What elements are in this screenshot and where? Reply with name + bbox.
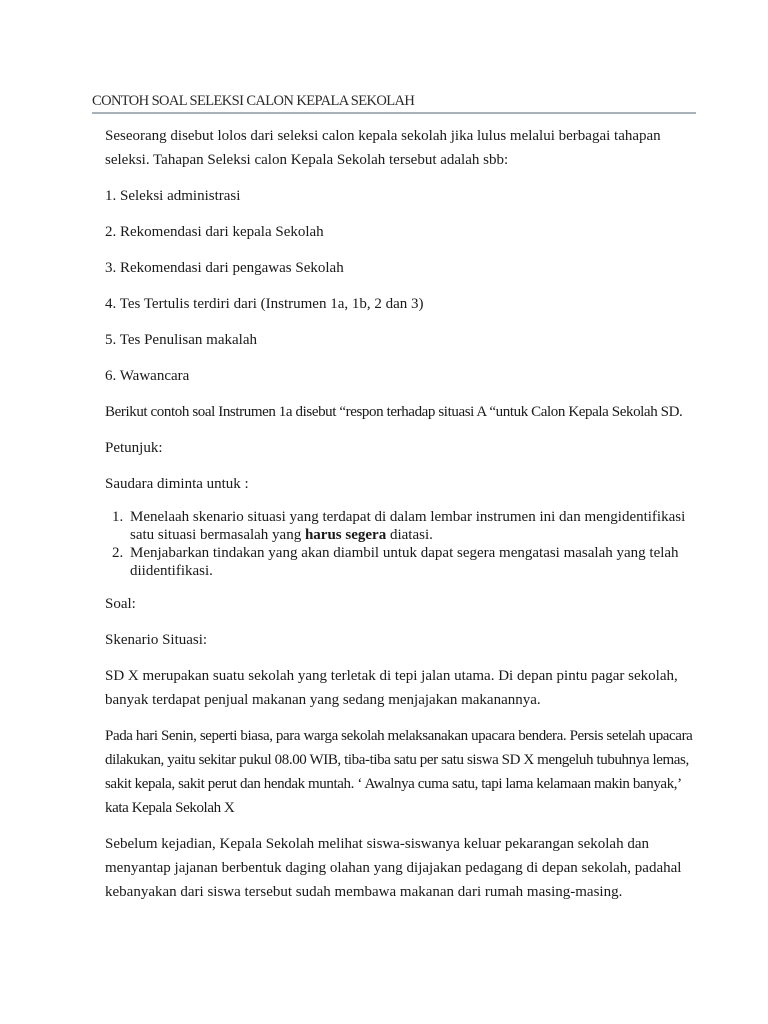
scenario-paragraph: SD X merupakan suatu sekolah yang terletak di tepi jalan utama. Di depan pintu pagar sekolah, banyak terdapat penjual makanan yang sedang menjajakan makanannya. — [105, 668, 678, 708]
stage-item: 6. Wawancara — [105, 368, 190, 384]
instruction-text: Menjabarkan tindakan yang akan diambil untuk dapat segera mengatasi masalah yang telah diidentifikasi. — [130, 545, 679, 579]
stage-item: 1. Seleksi administrasi — [105, 188, 241, 204]
stage-item: 4. Tes Tertulis terdiri dari (Instrumen 1a, 1b, 2 dan 3) — [105, 296, 424, 312]
instruction-list — [105, 508, 695, 580]
instruction-item — [127, 508, 695, 544]
scenario-paragraph: Sebelum kejadian, Kepala Sekolah melihat siswa-siswanya keluar pekarangan sekolah dan menyantap jajanan berbentuk daging olahan yang dijajakan pedagang di depan sekolah, padahal kebanyakan dari siswa tersebut sudah membawa makanan dari rumah masing-masing. — [105, 836, 682, 900]
saudara-label: Saudara diminta untuk : — [105, 476, 249, 492]
instruction-emphasis: harus segera — [304, 527, 387, 543]
document-body — [105, 124, 695, 916]
stage-item: 3. Rekomendasi dari pengawas Sekolah — [105, 260, 344, 276]
intro-paragraph: Seseorang disebut lolos dari seleksi calon kepala sekolah jika lulus melalui berbagai tahapan seleksi. Tahapan Seleksi calon Kepala Sekolah tersebut adalah sbb: — [105, 128, 661, 168]
soal-label: Soal: — [105, 596, 136, 612]
document-title: CONTOH SOAL SELEKSI CALON KEPALA SEKOLAH — [92, 91, 696, 114]
stage-item: 2. Rekomendasi dari kepala Sekolah — [105, 224, 324, 240]
instrument-intro-paragraph: Berikut contoh soal Instrumen 1a disebut “respon terhadap situasi A “untuk Calon Kepala Sekolah SD. — [105, 404, 683, 420]
instruction-item — [127, 544, 695, 580]
petunjuk-label: Petunjuk: — [105, 440, 163, 456]
instruction-text-end: diatasi. — [386, 527, 433, 543]
skenario-label: Skenario Situasi: — [105, 632, 208, 648]
instruction-text: Menelaah skenario situasi yang terdapat di dalam lembar instrumen ini dan mengidentifikasi satu situasi bermasalah yang — [130, 509, 686, 543]
stage-item: 5. Tes Penulisan makalah — [105, 332, 257, 348]
scenario-paragraph: Pada hari Senin, seperti biasa, para warga sekolah melaksanakan upacara bendera. Persis setelah upacara dilakukan, yaitu sekitar pukul 08.00 WIB, tiba-tiba satu per satu siswa SD X mengeluh tubuhnya lemas, sakit kepala, sakit perut dan hendak muntah. ‘ Awalnya cuma satu, tapi lama kelamaan makin banyak,’ kata Kepala Sekolah X — [105, 728, 693, 816]
